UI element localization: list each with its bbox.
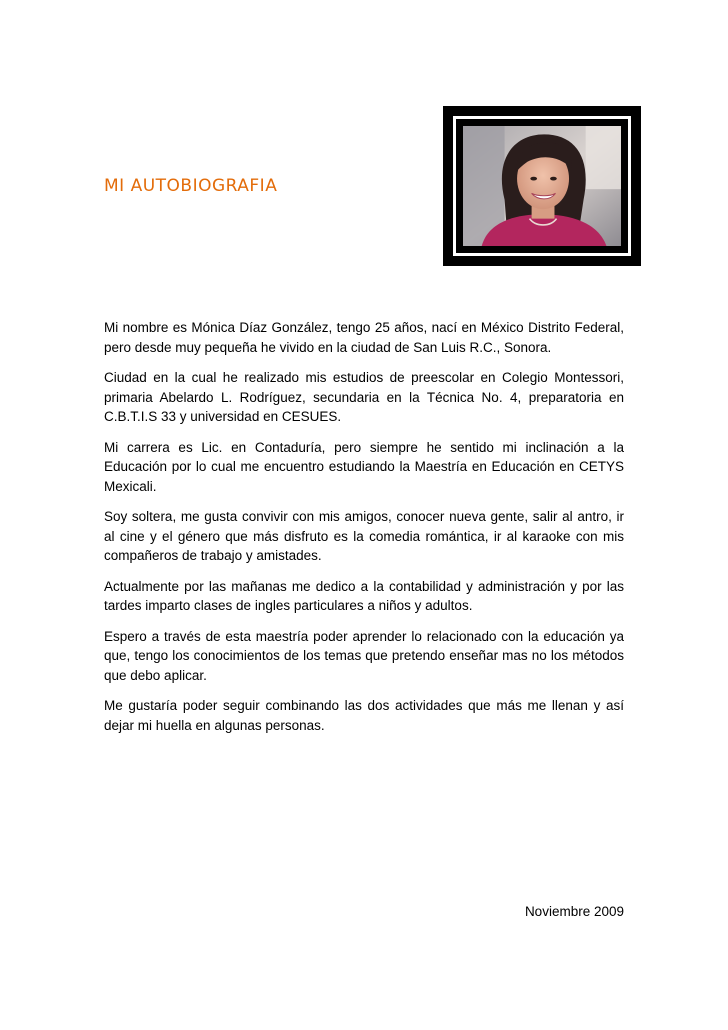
paragraph: Ciudad en la cual he realizado mis estudios de preescolar en Colegio Montessori, primaria Abelardo L. Rodríguez, secundaria en la Técnica No. 4, preparatoria en C.B.T.I.S 33 y universidad en CESUES.: [104, 370, 624, 424]
paragraph: Mi carrera es Lic. en Contaduría, pero siempre he sentido mi inclinación a la Educación por lo cual me encuentro estudiando la Maestría en Educación en CETYS Mexicali.: [104, 439, 624, 494]
paragraph: Me gustaría poder seguir combinando las dos actividades que más me llenan y así dejar mi huella en algunas personas.: [104, 698, 624, 733]
paragraph: Soy soltera, me gusta convivir con mis amigos, conocer nueva gente, salir al antro, ir al cine y el género que más disfruto es la comedia romántica, ir al karaoke con mis compañeros de trabajo y amistades.: [104, 509, 624, 563]
portrait-photo: [463, 126, 621, 246]
autobiography-body: [104, 318, 624, 746]
paragraph: Actualmente por las mañanas me dedico a la contabilidad y administración y por las tardes imparto clases de ingles particulares a niños y adultos.: [104, 578, 624, 613]
portrait-photo-frame: [443, 106, 641, 266]
page-title: MI AUTOBIOGRAFIA: [104, 176, 278, 196]
paragraph: Espero a través de esta maestría poder aprender lo relacionado con la educación ya que, tengo los conocimientos de los temas que pretendo enseñar mas no los métodos que debo aplicar.: [104, 628, 624, 683]
paragraph: Mi nombre es Mónica Díaz González, tengo 25 años, nací en México Distrito Federal, pero desde muy pequeña he vivido en la ciudad de San Luis R.C., Sonora.: [104, 320, 624, 355]
portrait-image: [463, 126, 621, 246]
document-date: Noviembre 2009: [524, 904, 624, 919]
